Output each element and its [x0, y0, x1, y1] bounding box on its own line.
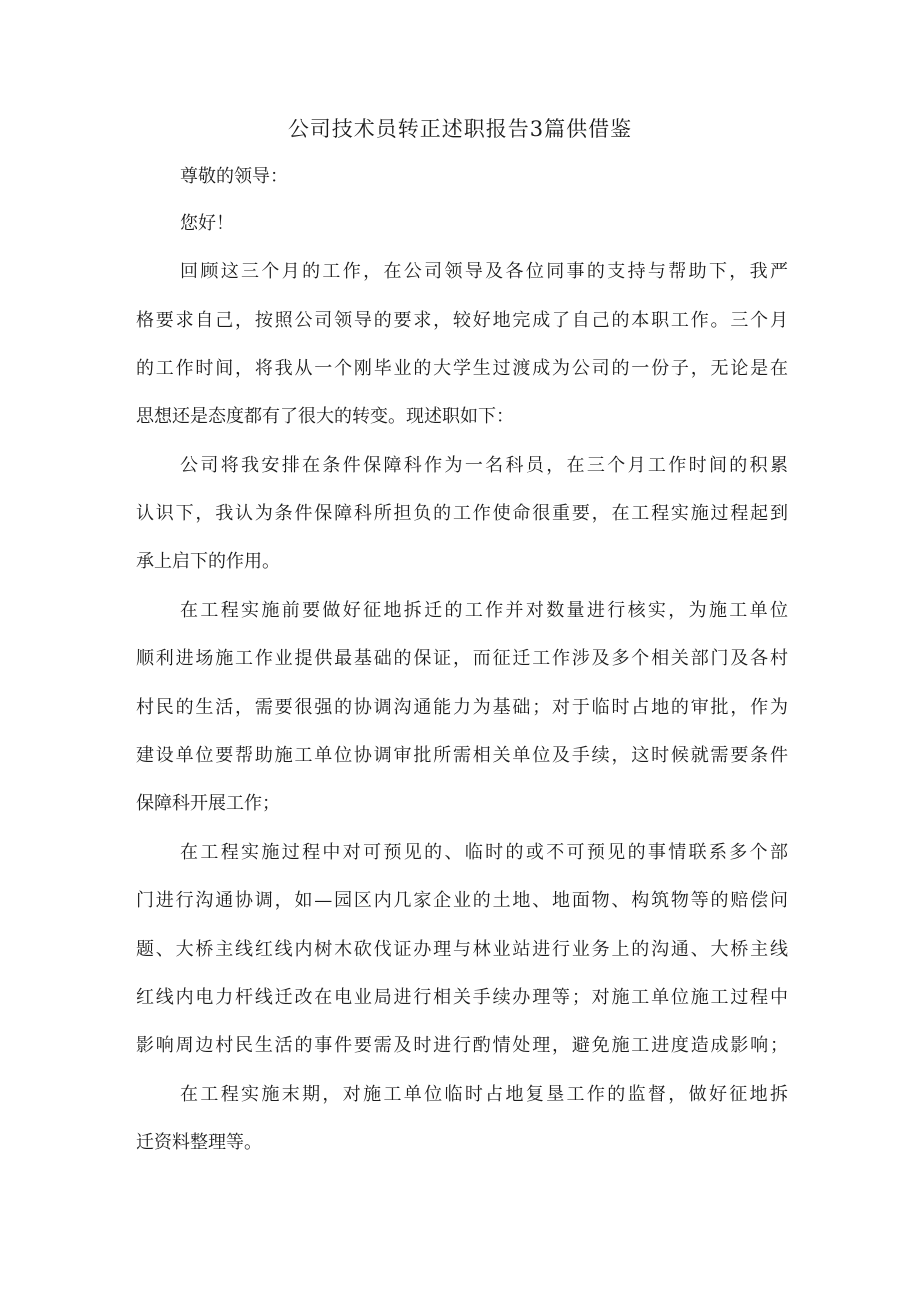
- paragraph-3-line-1: 在工程实施前要做好征地拆迁的工作并对数量进行核实，为施工单位: [180, 600, 788, 621]
- paragraph-3-line-4: 建设单位要帮助施工单位协调审批所需相关单位及手续，这时候就需要条件: [136, 745, 788, 766]
- paragraph-5-line-1: 在工程实施末期，对施工单位临时占地复垦工作的监督，做好征地拆: [180, 1084, 788, 1105]
- document-title: 公司技术员转正述职报告3篇供借鉴: [287, 117, 633, 141]
- paragraph-1-line-4: 思想还是态度都有了很大的转变。现述职如下：: [136, 406, 514, 427]
- paragraph-3-line-3: 村民的生活，需要很强的协调沟通能力为基础；对于临时占地的审批，作为: [136, 697, 788, 718]
- paragraph-4-line-3: 题、大桥主线红线内树木砍伐证办理与林业站进行业务上的沟通、大桥主线: [136, 939, 788, 960]
- salutation-line: 您好！: [180, 213, 234, 234]
- paragraph-3-line-2: 顺利进场施工作业提供最基础的保证，而征迁工作涉及多个相关部门及各村: [136, 648, 788, 669]
- paragraph-1-line-1: 回顾这三个月的工作，在公司领导及各位同事的支持与帮助下，我严: [180, 261, 788, 282]
- paragraph-4-line-5: 影响周边村民生活的事件要需及时进行酌情处理，避免施工进度造成影响；: [136, 1035, 788, 1056]
- greeting-line: 尊敬的领导：: [180, 166, 288, 187]
- paragraph-4-line-1: 在工程实施过程中对可预见的、临时的或不可预见的事情联系多个部: [180, 842, 788, 863]
- paragraph-2-line-1: 公司将我安排在条件保障科作为一名科员，在三个月工作时间的积累: [180, 455, 788, 476]
- paragraph-1-line-3: 的工作时间，将我从一个刚毕业的大学生过渡成为公司的一份子，无论是在: [136, 358, 788, 379]
- paragraph-3-line-5: 保障科开展工作；: [136, 793, 280, 814]
- paragraph-4-line-2: 门进行沟通协调，如—园区内几家企业的土地、地面物、构筑物等的赔偿问: [136, 890, 788, 911]
- paragraph-5-line-2: 迁资料整理等。: [136, 1132, 262, 1153]
- paragraph-4-line-4: 红线内电力杆线迁改在电业局进行相关手续办理等；对施工单位施工过程中: [136, 987, 788, 1008]
- paragraph-1-line-2: 格要求自己，按照公司领导的要求，较好地完成了自己的本职工作。三个月: [136, 310, 788, 331]
- paragraph-2-line-2: 认识下，我认为条件保障科所担负的工作使命很重要，在工程实施过程起到: [136, 503, 788, 524]
- paragraph-2-line-3: 承上启下的作用。: [136, 551, 280, 572]
